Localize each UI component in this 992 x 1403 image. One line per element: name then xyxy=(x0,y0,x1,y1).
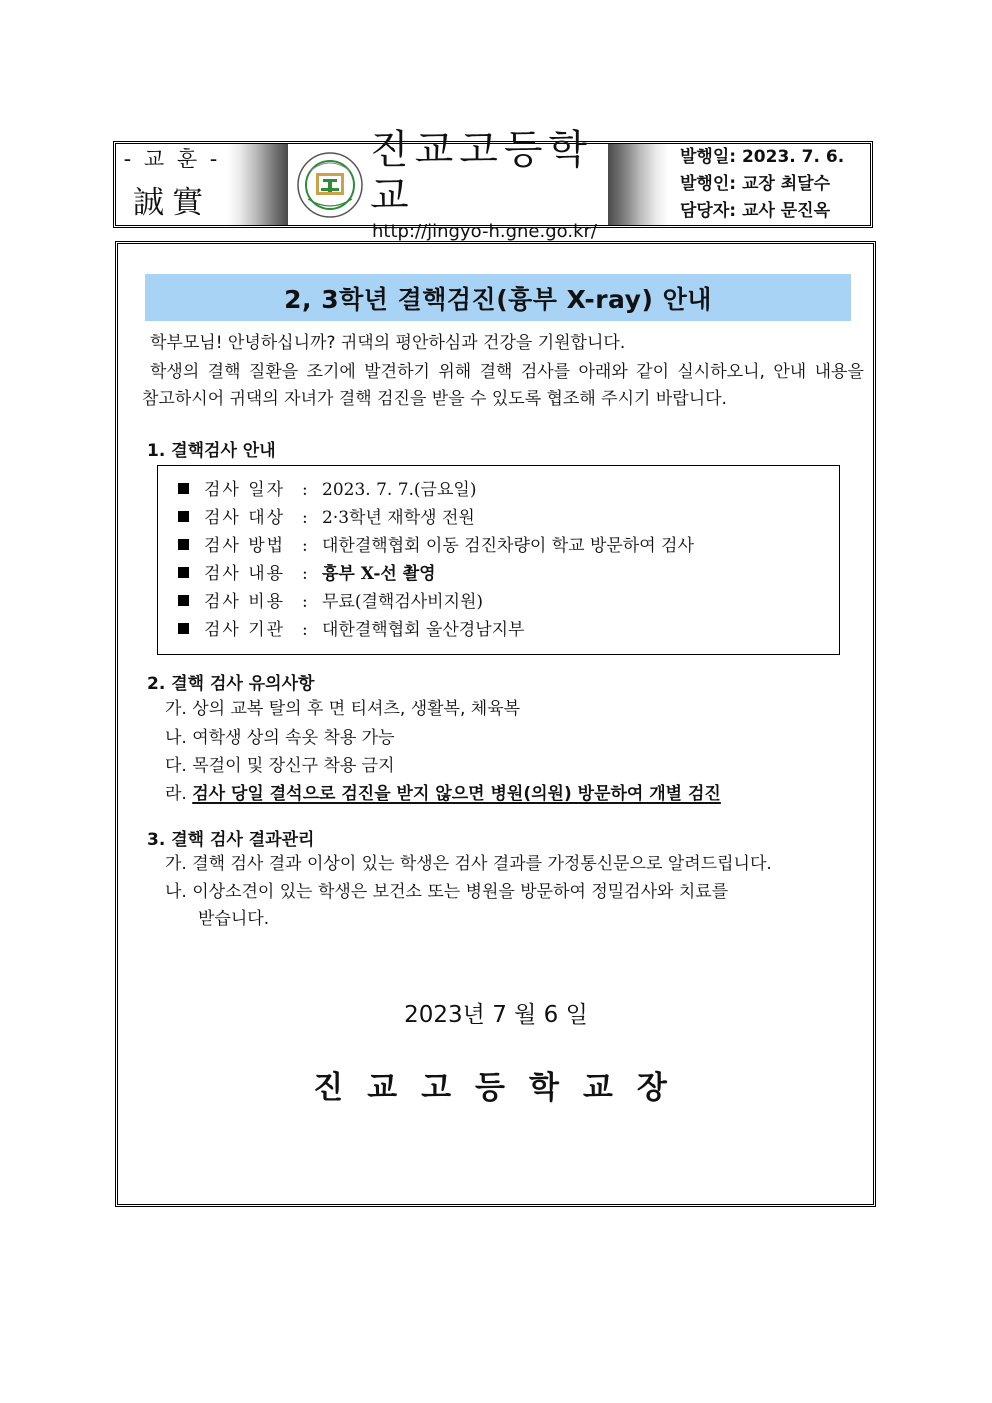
info-value: 대한결핵협회 이동 검진차량이 학교 방문하여 검사 xyxy=(322,536,694,556)
info-row-date: 검사 일자 : 2023. 7. 7.(금요일) xyxy=(178,475,476,500)
intro-greeting: 학부모님! 안녕하십니까? 귀댁의 평안하심과 건강을 기원합니다. xyxy=(150,333,626,353)
document-title: 2, 3학년 결핵검진(흉부 X-ray) 안내 xyxy=(284,284,712,314)
document-date: 2023년 7 월 6 일 xyxy=(404,1002,588,1028)
title-banner xyxy=(145,274,851,321)
square-bullet-icon xyxy=(178,483,189,494)
caution-item-4 xyxy=(165,781,721,808)
caution-item-4-text: 검사 당일 결석으로 검진을 받지 않으면 병원(의원) 방문하여 개별 검진 xyxy=(192,784,721,804)
exam-info-box xyxy=(157,465,840,655)
signer-title: 진교고등학교장 xyxy=(313,1070,691,1106)
school-url[interactable]: http://jingyo-h.gne.go.kr/ xyxy=(372,221,597,242)
caution-item-1: 가. 상의 교복 탈의 후 면 티셔츠, 생활복, 체육복 xyxy=(165,699,521,719)
caution-item-4-prefix: 라. xyxy=(165,784,193,804)
section2-heading: 2. 결핵 검사 유의사항 xyxy=(147,674,315,694)
result-item-1: 가. 결핵 검사 결과 이상이 있는 학생은 검사 결과를 가정통신문으로 알려드립니다. xyxy=(165,854,772,874)
square-bullet-icon xyxy=(178,539,189,550)
info-row-agency: 검사 기관 : 대한결핵협회 울산경남지부 xyxy=(178,615,524,640)
motto-text: 誠實 xyxy=(133,185,211,221)
info-value: 흉부 X-선 촬영 xyxy=(322,564,436,584)
header-gradient-right xyxy=(608,144,668,225)
result-item-2: 나. 이상소견이 있는 학생은 보건소 또는 병원을 방문하여 정밀검사와 치료를 xyxy=(165,882,729,902)
result-item-2-continued: 받습니다. xyxy=(198,909,270,929)
info-row-content: 검사 내용 : 흉부 X-선 촬영 xyxy=(178,559,436,584)
school-identity xyxy=(288,127,608,242)
school-logo-icon xyxy=(296,151,364,219)
school-motto xyxy=(116,144,228,225)
info-value: 2023. 7. 7.(금요일) xyxy=(322,480,477,500)
caution-item-3: 다. 목걸이 및 장신구 착용 금지 xyxy=(165,756,395,776)
intro-line-2: 학생의 결핵 질환을 조기에 발견하기 위해 결핵 검사를 아래와 같이 실시하오니, 안내 내용을 xyxy=(150,362,864,382)
square-bullet-icon xyxy=(178,623,189,634)
info-row-cost: 검사 비용 : 무료(결핵검사비지원) xyxy=(178,587,483,612)
caution-item-2: 나. 여학생 상의 속옷 착용 가능 xyxy=(165,728,395,748)
header-gradient-left xyxy=(228,144,288,225)
square-bullet-icon xyxy=(178,511,189,522)
issue-info xyxy=(668,144,870,225)
square-bullet-icon xyxy=(178,595,189,606)
masthead xyxy=(113,127,873,242)
info-row-method: 검사 방법 : 대한결핵협회 이동 검진차량이 학교 방문하여 검사 xyxy=(178,531,694,556)
info-value: 무료(결핵검사비지원) xyxy=(322,592,484,612)
intro-line-3: 참고하시어 귀댁의 자녀가 결핵 검진을 받을 수 있도록 협조해 주시기 바랍니다. xyxy=(142,389,727,409)
issuer: 발행인: 교장 최달수 xyxy=(680,174,831,194)
issue-date: 발행일: 2023. 7. 6. xyxy=(680,147,845,167)
info-value: 2·3학년 재학생 전원 xyxy=(322,508,475,528)
contact-person: 담당자: 교사 문진옥 xyxy=(680,201,831,221)
section3-heading: 3. 결핵 검사 결과관리 xyxy=(147,830,315,850)
motto-label: - 교 훈 - xyxy=(123,147,221,171)
info-value: 대한결핵협회 울산경남지부 xyxy=(322,620,525,640)
section1-heading: 1. 결핵검사 안내 xyxy=(147,441,276,461)
school-name: 진교고등학교 xyxy=(370,127,594,219)
square-bullet-icon xyxy=(178,567,189,578)
info-row-target: 검사 대상 : 2·3학년 재학생 전원 xyxy=(178,503,475,528)
